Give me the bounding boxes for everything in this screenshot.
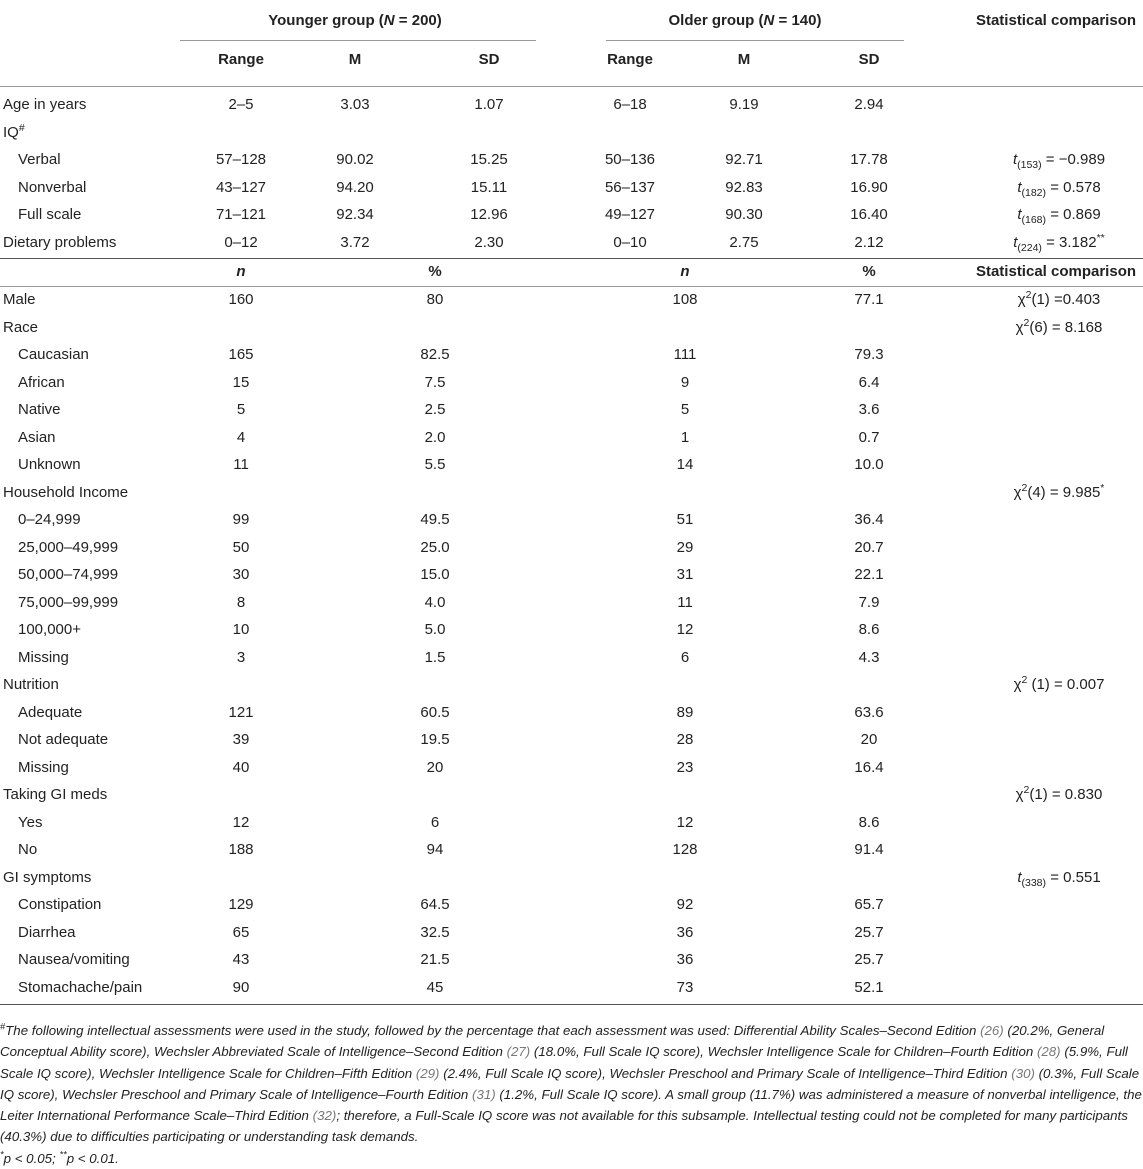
- row-label: [18, 539, 118, 557]
- subheader-m: M: [737, 51, 751, 68]
- table-cell: 7.9: [858, 593, 880, 611]
- table-cell: 6.4: [858, 373, 880, 391]
- group-title-text: Older group (: [668, 12, 764, 29]
- group-n-symbol: N: [383, 12, 395, 29]
- stat-number: = 0.551: [1046, 868, 1101, 886]
- statistical-comparison-header: Statistical comparison: [975, 12, 1137, 29]
- row-label-text: African: [18, 373, 65, 391]
- table-cell: 40: [232, 758, 250, 776]
- table-cell: 5: [236, 401, 246, 418]
- stat-df: (153): [1017, 159, 1042, 171]
- row-label: [3, 124, 25, 142]
- stat-number: = 0.578: [1046, 179, 1101, 196]
- group-n-symbol: N: [763, 12, 775, 29]
- row-label: [18, 206, 81, 224]
- table-cell: 22.1: [854, 566, 884, 583]
- stat-number: (1) = 0.007: [1027, 676, 1105, 693]
- table-cell: 5.5: [424, 456, 446, 473]
- footnote-mark: #: [0, 1021, 6, 1032]
- significance-footnote: [0, 1148, 1143, 1169]
- table-cell: 111: [673, 346, 697, 363]
- table-cell: 3.03: [340, 96, 370, 113]
- reference-link[interactable]: (28): [1036, 1044, 1061, 1060]
- table-cell: 2.12: [854, 234, 884, 251]
- row-label: [18, 814, 42, 832]
- stat-t-symbol: t: [1012, 151, 1018, 168]
- group1-underline: [180, 40, 536, 41]
- row-label-text: 50,000–74,999: [18, 566, 119, 583]
- table-cell: 5.0: [424, 621, 446, 638]
- row-label-text: Adequate: [18, 703, 83, 721]
- row-label-text: Unknown: [18, 456, 81, 473]
- table-cell: 2.5: [424, 401, 446, 418]
- row-label-text: Race: [3, 318, 39, 336]
- row-label: [18, 951, 130, 969]
- row-label: [18, 179, 86, 197]
- table-cell: 32.5: [420, 923, 450, 941]
- group-title-text: = 200): [394, 12, 442, 29]
- row-label: [18, 649, 69, 667]
- row-label: [18, 704, 82, 722]
- table-cell: 11: [677, 593, 693, 611]
- stat-chi-symbol: χ: [1015, 786, 1024, 803]
- table-cell: 79.3: [854, 346, 884, 363]
- stat-df: (182): [1021, 187, 1047, 199]
- stat-value: [1013, 234, 1105, 252]
- footnote-text: (5.9%, Full Scale IQ score), Wechsler Intelligence Scale for Children–Fifth Edition: [0, 1044, 1128, 1081]
- table-cell: 108: [672, 291, 698, 308]
- group-title-text: Younger group (: [268, 12, 384, 29]
- stat-superscript: 2: [1023, 784, 1030, 796]
- table-cell: 6: [430, 813, 440, 831]
- row-label-text: Caucasian: [18, 346, 89, 363]
- table-cell: 23: [676, 758, 694, 776]
- table-cell: 2–5: [228, 96, 254, 113]
- table-cell: 8.6: [858, 621, 880, 638]
- table-cell: 165: [228, 346, 254, 363]
- table-cell: 160: [228, 291, 254, 308]
- table-cell: 3.6: [858, 401, 880, 418]
- footnote-text: p < 0.05;: [3, 1150, 60, 1166]
- table-cell: 90.30: [725, 206, 763, 223]
- table-cell: 9.19: [729, 96, 759, 113]
- table-cell: 1.07: [474, 96, 504, 113]
- table-cell: 19.5: [420, 731, 450, 748]
- stat-number: = 3.182: [1041, 234, 1097, 251]
- subheader-range: Range: [218, 51, 264, 68]
- table-cell: 12: [232, 813, 250, 831]
- table-cell: 92.83: [725, 179, 763, 196]
- table-cell: 17.78: [850, 151, 888, 168]
- table-cell: 36.4: [854, 511, 884, 528]
- stat-superscript: 2: [1025, 289, 1032, 301]
- table-cell: 50: [232, 538, 250, 556]
- percent-header: %: [862, 263, 876, 280]
- row-label: [18, 924, 76, 942]
- significance-mark: *: [1100, 481, 1105, 494]
- row-label-text: Yes: [18, 813, 43, 831]
- table-cell: 11: [233, 456, 249, 473]
- table-cell: 29: [676, 538, 694, 556]
- table-cell: 10.0: [854, 456, 884, 473]
- table-cell: 99: [232, 511, 250, 528]
- row-label-text: No: [18, 841, 38, 858]
- stat-value: [1013, 151, 1105, 169]
- table-cell: 92.34: [336, 206, 374, 223]
- row-label-text: Constipation: [18, 896, 102, 913]
- table-cell: 80: [426, 291, 444, 308]
- row-label-text: Age in years: [3, 96, 87, 113]
- header-rule: [0, 86, 1143, 87]
- subheader-sd: SD: [858, 51, 880, 68]
- stat-t-symbol: t: [1017, 868, 1022, 886]
- row-label-text: Asian: [18, 428, 56, 446]
- row-label-text: Dietary problems: [3, 234, 117, 251]
- table-cell: 6–18: [613, 96, 647, 113]
- younger-group-header: [268, 12, 442, 30]
- table-cell: 25.7: [854, 951, 884, 968]
- table-cell: 57–128: [215, 151, 267, 168]
- row-label-text: 25,000–49,999: [18, 538, 119, 556]
- stat-number: (6) = 8.168: [1029, 318, 1103, 336]
- row-label-text: Stomachache/pain: [18, 978, 143, 996]
- n-symbol: n: [680, 263, 690, 280]
- table-cell: 90.02: [336, 151, 374, 168]
- count-header: [680, 263, 689, 281]
- footnote-text: ; therefore, a Full-Scale IQ score was not available for this subsample. Intellectual testing could not be completed for many participants (40.3%) due to difficulties participating or understanding task demands.: [0, 1108, 1128, 1145]
- stat-number: (4) = 9.985: [1027, 483, 1101, 501]
- table-cell: 188: [228, 841, 254, 858]
- table-cell: 0–10: [613, 234, 647, 251]
- table-cell: 20.7: [854, 538, 884, 556]
- table-cell: 1.5: [424, 648, 446, 666]
- table-cell: 25.0: [420, 538, 450, 556]
- table-cell: 1: [680, 428, 690, 446]
- table-cell: 16.90: [850, 179, 888, 196]
- table-cell: 0–12: [224, 234, 258, 251]
- table-cell: 128: [672, 841, 698, 858]
- table-cell: 56–137: [604, 179, 656, 196]
- footnote-text: (18.0%, Full Scale IQ score), Wechsler Intelligence Scale for Children–Fourth Edition: [530, 1044, 1037, 1060]
- percent-header: %: [428, 263, 442, 280]
- row-label: [18, 151, 61, 169]
- stat-value: [1017, 179, 1100, 197]
- stat-value: [1015, 316, 1103, 337]
- row-label: [18, 429, 56, 447]
- table-cell: 92: [676, 896, 694, 913]
- row-label-text: Household Income: [3, 483, 129, 501]
- row-label-text: IQ: [3, 124, 19, 141]
- row-label-text: GI symptoms: [3, 868, 92, 886]
- row-label: [18, 759, 69, 777]
- reference-link[interactable]: (29): [415, 1065, 440, 1081]
- stat-number: (1) = 0.830: [1029, 786, 1103, 803]
- table-cell: 64.5: [420, 896, 450, 913]
- table-cell: 92.71: [725, 151, 763, 168]
- row-label-text: Missing: [18, 758, 69, 776]
- footnote-text: (1.2%, Full Scale IQ score). A small group (11.7%) was administered a measure of nonverbal intelligence, the Leiter International Performance Scale–Third Edition: [0, 1086, 1142, 1124]
- table-cell: 4: [236, 428, 246, 446]
- row-label-text: Nutrition: [3, 676, 59, 693]
- table-cell: 15.0: [420, 566, 450, 583]
- older-group-header: [669, 12, 822, 30]
- table-cell: 25.7: [854, 923, 884, 941]
- table-cell: 4.3: [858, 648, 880, 666]
- table-cell: 12: [676, 813, 694, 831]
- table-cell: 16.40: [850, 206, 888, 223]
- row-label: [3, 234, 116, 252]
- stat-value: [1017, 869, 1100, 887]
- row-label: [3, 319, 38, 337]
- table-cell: 2.30: [474, 234, 504, 251]
- stat-number: (1) =0.403: [1031, 291, 1101, 308]
- header2-rule: [0, 286, 1143, 287]
- table-cell: 52.1: [854, 978, 884, 996]
- row-label: [3, 786, 107, 804]
- stat-number: = −0.989: [1041, 151, 1106, 168]
- stat-value: [1014, 676, 1105, 694]
- table-cell: 36: [676, 951, 694, 968]
- row-label-text: Diarrhea: [18, 923, 76, 941]
- row-label: [18, 456, 81, 474]
- row-label: [18, 566, 118, 584]
- table-cell: 65: [232, 923, 250, 941]
- stat-value: [1018, 291, 1101, 309]
- table-cell: 77.1: [854, 291, 884, 308]
- table-cell: 2.75: [729, 234, 759, 251]
- row-label: [18, 621, 81, 639]
- table-cell: 10: [232, 621, 250, 638]
- stat-superscript: 2: [1021, 674, 1028, 686]
- table-cell: 73: [676, 978, 694, 996]
- table-cell: 14: [676, 456, 694, 473]
- table-cell: 4.0: [424, 593, 446, 611]
- table-cell: 71–121: [215, 206, 267, 223]
- row-label: [18, 896, 101, 914]
- row-label: [3, 96, 86, 114]
- table-cell: 8: [236, 593, 246, 611]
- table-cell: 51: [676, 511, 694, 528]
- table-cell: 3: [236, 648, 246, 666]
- row-label: [18, 841, 37, 859]
- table-cell: 5: [680, 401, 690, 418]
- stat-superscript: 2: [1023, 316, 1030, 329]
- row-label-text: Missing: [18, 648, 69, 666]
- table-cell: 60.5: [420, 703, 450, 721]
- stat-chi-symbol: χ: [1013, 483, 1022, 501]
- row-label-text: Nausea/vomiting: [18, 951, 130, 968]
- statistical-comparison-header: Statistical comparison: [975, 263, 1137, 280]
- row-label: [3, 869, 91, 887]
- footnote-text: The following intellectual assessments were used in the study, followed by the percentage that each assessment was used: Differential Ability Scales–Second Edition: [5, 1023, 981, 1038]
- subheader-m: M: [348, 51, 362, 68]
- row-label: [18, 374, 65, 392]
- reference-link[interactable]: (30): [1011, 1065, 1035, 1081]
- row-label-text: Nonverbal: [18, 179, 87, 196]
- stat-value: [1013, 481, 1105, 502]
- row-label-text: Native: [18, 401, 61, 418]
- row-label: [18, 979, 142, 997]
- table-cell: 2.94: [854, 96, 884, 113]
- row-label: [18, 511, 81, 529]
- table-cell: 15: [232, 373, 250, 391]
- table-cell: 50–136: [604, 151, 656, 168]
- reference-link[interactable]: (31): [472, 1086, 496, 1102]
- stat-t-symbol: t: [1013, 234, 1018, 251]
- table-cell: 28: [676, 731, 694, 748]
- table-cell: 9: [680, 373, 690, 391]
- table-cell: 89: [676, 703, 694, 721]
- table-cell: 91.4: [854, 841, 884, 858]
- table-cell: 2.0: [424, 428, 446, 446]
- subheader-sd: SD: [478, 51, 500, 68]
- table-cell: 63.6: [854, 703, 884, 721]
- group2-underline: [606, 40, 904, 41]
- table-cell: 45: [426, 978, 444, 996]
- row-label-text: 75,000–99,999: [18, 593, 119, 611]
- stat-df: (224): [1017, 242, 1042, 254]
- footnote-text: p < 0.01.: [66, 1150, 119, 1166]
- reference-link[interactable]: (26): [980, 1023, 1004, 1038]
- reference-link[interactable]: (27): [506, 1044, 531, 1060]
- n-symbol: n: [236, 263, 246, 280]
- stat-value: [1017, 206, 1100, 224]
- table-cell: 8.6: [858, 813, 880, 831]
- row-label-text: Taking GI meds: [3, 786, 108, 803]
- table-cell: 12.96: [470, 206, 508, 223]
- count-header: [236, 263, 245, 281]
- table-cell: 6: [680, 648, 690, 666]
- reference-link[interactable]: (32): [312, 1108, 337, 1124]
- table-cell: 15.25: [470, 151, 508, 168]
- table-cell: 90: [232, 978, 250, 996]
- row-label: [18, 401, 61, 419]
- table-bottom-rule: [0, 1004, 1143, 1005]
- table-footnotes: [0, 1020, 1143, 1169]
- row-label-text: Not adequate: [18, 731, 109, 748]
- stat-number: = 0.869: [1046, 206, 1101, 223]
- table-cell: 36: [676, 923, 694, 941]
- table-cell: 16.4: [854, 758, 884, 776]
- significance-mark: **: [1096, 232, 1105, 244]
- table-cell: 12: [676, 621, 694, 638]
- significance-mark: *: [0, 1149, 4, 1160]
- stat-value: [1016, 786, 1103, 804]
- table-cell: 129: [228, 896, 254, 913]
- stat-superscript: 2: [1021, 481, 1028, 494]
- table-cell: 94.20: [336, 179, 374, 196]
- table-cell: 43: [232, 951, 250, 968]
- group-title-text: = 140): [774, 12, 822, 29]
- stat-df: (168): [1021, 214, 1047, 226]
- table-cell: 65.7: [854, 896, 884, 913]
- table-cell: 20: [426, 758, 444, 776]
- table-cell: 0.7: [858, 428, 880, 446]
- row-label: [3, 291, 36, 309]
- assessment-footnote: [0, 1020, 1143, 1148]
- table-cell: 31: [676, 566, 694, 583]
- row-label-text: Male: [3, 291, 36, 308]
- significance-mark: **: [59, 1149, 67, 1160]
- stat-t-symbol: t: [1017, 179, 1022, 196]
- table-cell: 20: [860, 731, 878, 748]
- row-label: [3, 484, 128, 502]
- table-cell: 49.5: [420, 511, 450, 528]
- footnote-text: (20.2%, General Conceptual Ability score), Wechsler Abbreviated Scale of Intelligence–Second Edition: [0, 1023, 1105, 1060]
- table-cell: 3.72: [340, 234, 370, 251]
- table-cell: 82.5: [420, 346, 450, 363]
- row-label: [18, 346, 89, 364]
- stat-chi-symbol: χ: [1015, 318, 1024, 336]
- table-cell: 15.11: [470, 179, 508, 196]
- row-label: [18, 594, 118, 612]
- table-cell: 7.5: [424, 373, 446, 391]
- footnote-text: (0.3%, Full Scale IQ score), Wechsler Preschool and Primary Scale of Intelligence–Fourth Edition: [0, 1065, 1140, 1102]
- table-cell: 94: [426, 841, 444, 858]
- stat-chi-symbol: χ: [1013, 676, 1022, 693]
- table-cell: 49–127: [604, 206, 656, 223]
- section-divider: [0, 258, 1143, 259]
- table-cell: 39: [232, 731, 250, 748]
- footnote-text: (2.4%, Full Scale IQ score), Wechsler Preschool and Primary Scale of Intelligence–Third Edition: [439, 1065, 1012, 1081]
- row-label-superscript: #: [18, 122, 25, 134]
- table-cell: 21.5: [420, 951, 450, 968]
- row-label-text: Full scale: [18, 206, 82, 223]
- table-cell: 43–127: [215, 179, 267, 196]
- stat-chi-symbol: χ: [1017, 291, 1026, 308]
- table-cell: 30: [232, 566, 250, 583]
- row-label-text: 0–24,999: [18, 511, 81, 528]
- row-label-text: 100,000+: [18, 621, 81, 638]
- stat-df: (338): [1021, 876, 1047, 889]
- table-cell: 121: [228, 703, 254, 721]
- row-label-text: Verbal: [18, 151, 61, 168]
- subheader-range: Range: [607, 51, 653, 68]
- row-label: [18, 731, 108, 749]
- stat-t-symbol: t: [1017, 206, 1022, 223]
- row-label: [3, 676, 59, 694]
